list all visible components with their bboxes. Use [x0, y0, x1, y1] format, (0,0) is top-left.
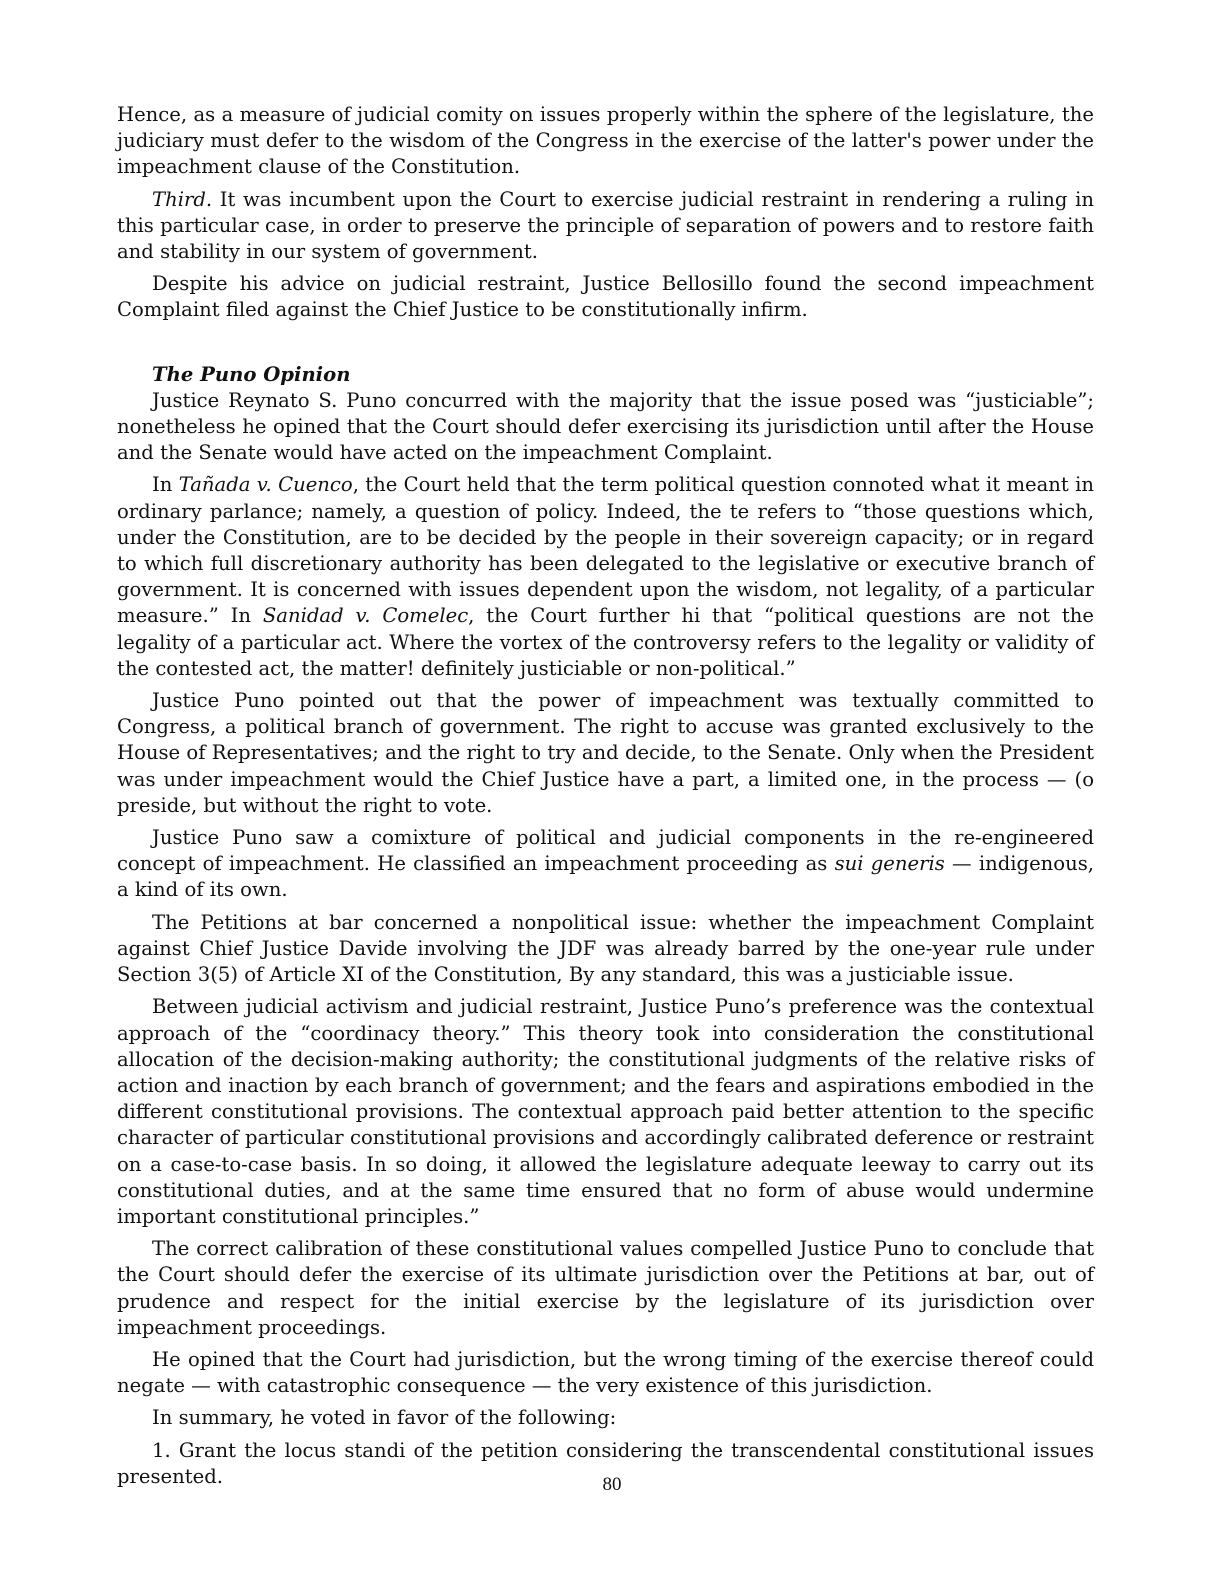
- paragraph-bellosillo-finding: Despite his advice on judicial restraint, Justice Bellosillo found the second impeachment Complaint filed against the Chief Justice to be constitutionally infirm.: [117, 272, 1094, 322]
- text-segment: , the Court held that the term political question connoted what it meant in ordinary parlance; namely, a question of policy. Indeed, the te refers to “those questions which, under the Constitution, are to be decided by the people in their sovereign capacity; or in regard to which full discretionary authority has been delegated to the legislative or executive branch of government. It is concerned with issues dependent upon the wisdom, not legality, of a particular measure.” In: [117, 473, 1095, 628]
- text-segment: In: [152, 473, 179, 497]
- paragraph-third: [117, 187, 1094, 266]
- text-segment: , the Court further hi that “political questions are not the legality of a particular act. Where the vortex of the controversy refers to the legality or validity of the contested act, the matter! definitely justiciable or non-political.”: [117, 604, 1094, 680]
- section-heading: The Puno Opinion: [152, 362, 351, 386]
- list-item-locus-standi: 1. Grant the locus standi of the petition considering the transcendental constitutional issues presented.: [117, 1438, 1094, 1488]
- case-name-tanada: Tañada v. Cuenco: [178, 473, 353, 497]
- case-name-sanidad: Sanidad v. Comelec: [262, 604, 469, 628]
- text-segment: Justice Puno saw a comixture of political and judicial components in the re-engineered concept of impeachment. He classified an impeachment proceeding as: [117, 826, 1094, 876]
- paragraph-calibration: The correct calibration of these constitutional values compelled Justice Puno to conclude that the Court should defer the exercise of its ultimate jurisdiction over the Petitions at bar, out of prudence and respect for the initial exercise by the legislature of its jurisdiction over impeachment proceedings.: [117, 1237, 1094, 1339]
- page-number: 80: [602, 1474, 622, 1495]
- paragraph-impeachment-power: Justice Puno pointed out that the power of impeachment was textually committed to Congress, a political branch of government. The right to accuse was granted exclusively to the House of Representatives; and the right to try and decide, to the Senate. Only when the President was under impeachment would the Chief Justice have a part, a limited one, in the process — (o preside, but without the right to vote.: [117, 689, 1094, 817]
- paragraph-summary-intro: In summary, he voted in favor of the following:: [152, 1406, 617, 1430]
- paragraph-comity: Hence, as a measure of judicial comity on issues properly within the sphere of the legislature, the judiciary must defer to the wisdom of the Congress in the exercise of the latter's power under the impeachment clause of the Constitution.: [117, 103, 1094, 179]
- paragraph-coordinacy-theory: Between judicial activism and judicial restraint, Justice Puno’s preference was the contextual approach of the “coordinacy theory.” This theory took into consideration the constitutional allocation of the decision-making authority; the constitutional judgments of the relative risks of action and inaction by each branch of government; and the fears and aspirations embodied in the different constitutional provisions. The contextual approach paid better attention to the specific character of particular constitutional provisions and accordingly calibrated deference or restraint on a case-to-case basis. In so doing, it allowed the legislature adequate leeway to carry out its constitutional duties, and at the same time ensured that no form of abuse would undermine important constitutional principles.”: [117, 995, 1094, 1228]
- term-sui-generis: sui generis: [834, 852, 945, 876]
- paragraph-petitions-at-bar: The Petitions at bar concerned a nonpolitical issue: whether the impeachment Complaint against Chief Justice Davide involving the JDF was already barred by the one-year rule under Section 3(5) of Article XI of the Constitution, By any standard, this was a justiciable issue.: [117, 910, 1094, 987]
- document-body: [117, 102, 1094, 1496]
- paragraph-jurisdiction-timing: He opined that the Court had jurisdiction, but the wrong timing of the exercise thereof could negate — with catastrophic consequence — the very existence of this jurisdiction.: [117, 1347, 1094, 1398]
- paragraph-political-question: [117, 472, 1094, 682]
- text-segment: — indigenous, a kind of its own.: [117, 852, 1095, 902]
- paragraph-third-body: It was incumbent upon the Court to exercise judicial restraint in rendering a ruling in this particular case, in order to preserve the principle of separation of powers and to restore faith and stability in our system of government.: [117, 187, 1094, 264]
- paragraph-sui-generis: [117, 825, 1094, 904]
- paragraph-puno-concurrence: Justice Reynato S. Puno concurred with the majority that the issue posed was “justiciable”; nonetheless he opined that the Court should defer exercising its jurisdiction until after the House and the Senate would have acted on the impeachment Complaint.: [117, 388, 1094, 465]
- paragraph-third-label: Third.: [152, 187, 213, 211]
